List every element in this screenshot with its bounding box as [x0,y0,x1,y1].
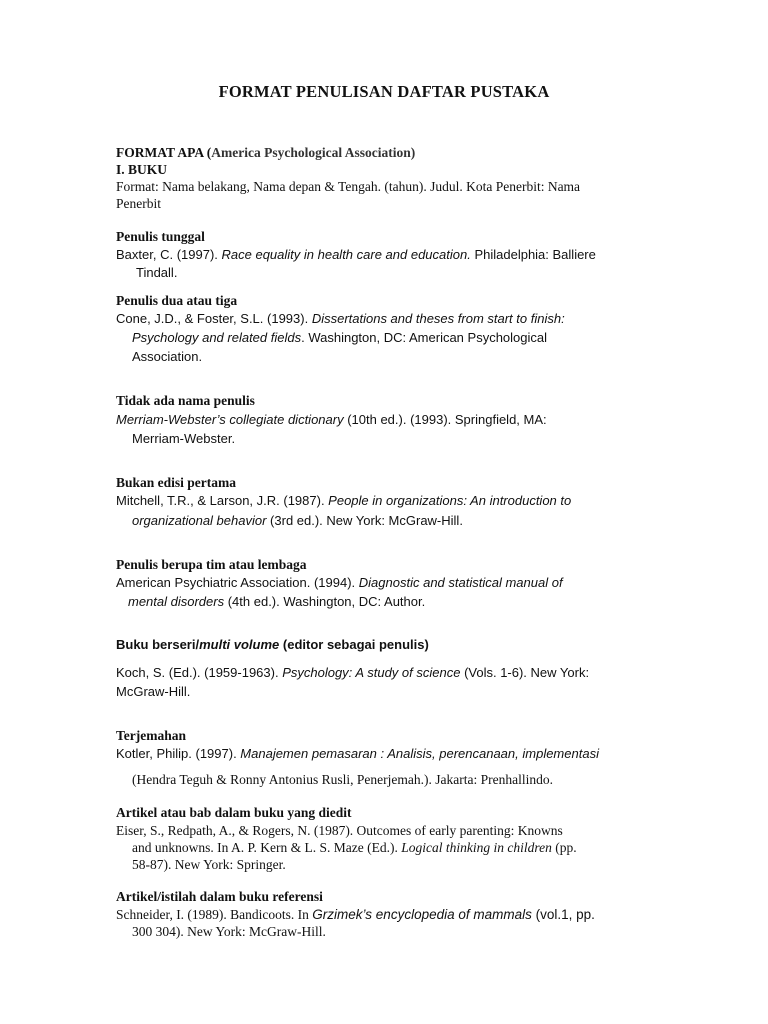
ref-title: People in organizations: An introduction to [328,493,572,508]
ref-title: Diagnostic and statistical manual of [358,575,563,590]
heading-buku-berseri [116,636,429,654]
ref-text: and unknowns. In A. P. Kern & L. S. Maze (Ed.). [132,840,402,855]
ref-text: (3rd ed.). New York: McGraw-Hill. [266,513,463,528]
ref-text: (Vols. 1-6). New York: [460,665,590,680]
page-title: FORMAT PENULISAN DAFTAR PUSTAKA [218,82,550,101]
ref-title: Manajemen pemasaran : Analisis, perencanaan, implementasi [240,746,599,761]
heading-bukan-edisi-pertama: Bukan edisi pertama [116,475,237,490]
reference-baxter-line2: Tindall. [136,265,178,280]
heading-penulis-dua-tiga: Penulis dua atau tiga [116,293,238,308]
heading-terjemahan: Terjemahan [116,728,186,743]
reference-eiser-line2 [132,839,577,857]
ref-text: (10th ed.). (1993). Springfield, MA: [343,412,547,427]
ref-text: (4th ed.). Washington, DC: Author. [224,594,426,609]
ref-title: Merriam-Webster’s collegiate dictionary [116,412,344,427]
reference-apa-line1 [116,574,563,592]
heading-artikel-bab: Artikel atau bab dalam buku yang diedit [116,805,352,820]
ref-title: Race equality in health care and education. [221,247,471,262]
reference-kotler-line2: (Hendra Teguh & Ronny Antonius Rusli, Penerjemah.). Jakarta: Prenhallindo. [132,772,553,787]
ref-title: organizational behavior [132,513,267,528]
ref-text: (vol.1, pp. [531,907,595,922]
ref-text: Philadelphia: Balliere [470,247,596,262]
reference-eiser-line3: 58-87). New York: Springer. [132,857,286,872]
heading-artikel-referensi: Artikel/istilah dalam buku referensi [116,889,323,904]
heading-text: (editor sebagai penulis) [279,637,429,652]
reference-koch-line2: McGraw-Hill. [116,684,191,699]
reference-mitchell-line1 [116,492,571,510]
ref-title: Logical thinking in children [401,840,552,855]
ref-text: Baxter, C. (1997). [116,247,222,262]
ref-text: Koch, S. (Ed.). (1959-1963). [116,665,283,680]
heading-italic: multi volume [199,637,280,652]
ref-text: (pp. [551,840,577,855]
ref-title: Psychology and related fields [132,330,302,345]
heading-text: Buku berseri/ [116,637,200,652]
ref-text: Cone, J.D., & Foster, S.L. (1993). [116,311,312,326]
reference-merriam-line1 [116,411,547,429]
apa-format-heading [116,144,415,162]
section-heading: I. BUKU [116,162,168,177]
ref-title: Psychology: A study of science [282,665,461,680]
heading-penulis-lembaga: Penulis berupa tim atau lembaga [116,557,307,572]
reference-schneider-line1 [116,906,595,924]
apa-label: FORMAT APA ( [116,145,212,160]
reference-koch-line1 [116,664,589,682]
reference-cone-line2 [132,329,547,347]
reference-schneider-line2: 300 304). New York: McGraw-Hill. [132,924,326,939]
reference-cone-line1 [116,310,565,328]
ref-title: Grzimek’s encyclopedia of mammals [312,907,532,922]
apa-organization: America Psychological Association) [211,145,416,160]
ref-text: Kotler, Philip. (1997). [116,746,241,761]
reference-kotler-line1 [116,745,599,763]
reference-merriam-line2: Merriam-Webster. [132,431,236,446]
reference-mitchell-line2 [132,512,463,530]
ref-text: Schneider, I. (1989). Bandicoots. In [116,907,313,922]
ref-text: Mitchell, T.R., & Larson, J.R. (1987). [116,493,329,508]
ref-text: . Washington, DC: American Psychological [301,330,548,345]
reference-baxter-line1 [116,246,596,264]
heading-penulis-tunggal: Penulis tunggal [116,229,205,244]
ref-title: mental disorders [128,594,225,609]
format-description-line1: Format: Nama belakang, Nama depan & Tengah. (tahun). Judul. Kota Penerbit: Nama [116,179,581,194]
ref-text: American Psychiatric Association. (1994). [116,575,359,590]
format-description-line2: Penerbit [116,196,161,211]
heading-tanpa-penulis: Tidak ada nama penulis [116,393,255,408]
ref-title: Dissertations and theses from start to finish: [311,311,565,326]
reference-apa-line2 [128,593,425,611]
reference-eiser-line1: Eiser, S., Redpath, A., & Rogers, N. (1987). Outcomes of early parenting: Knowns [116,823,563,838]
reference-cone-line3: Association. [132,349,203,364]
